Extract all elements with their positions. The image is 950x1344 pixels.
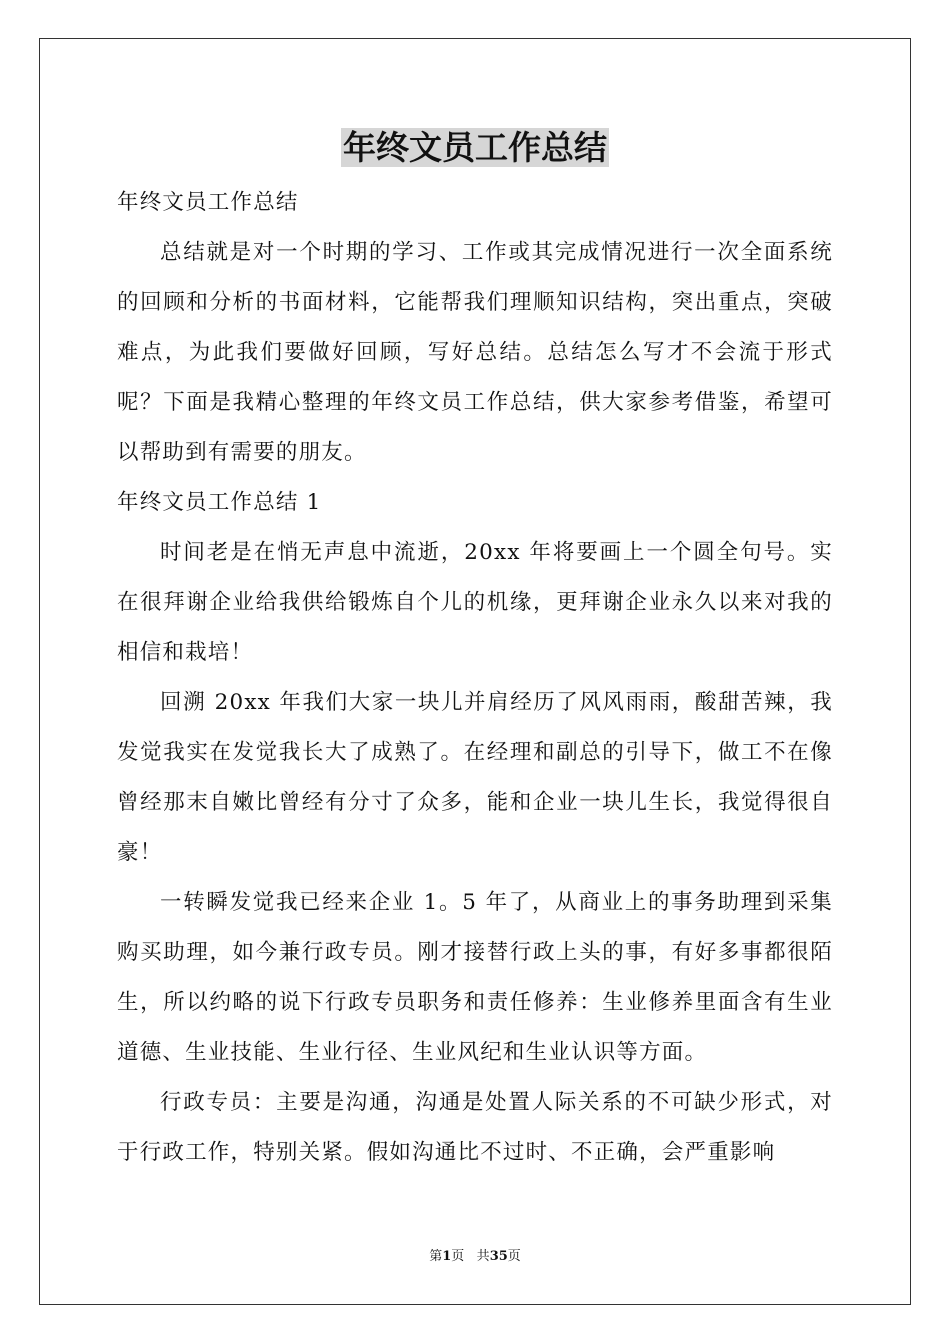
page-prefix: 第: [429, 1249, 443, 1264]
total-unit: 页: [507, 1249, 521, 1264]
total-page-count: 35: [489, 1249, 508, 1264]
paragraph-intro: 总结就是对一个时期的学习、工作或其完成情况进行一次全面系统的回顾和分析的书面材料，它能帮我们理顺知识结构，突出重点，突破难点，为此我们要做好回顾，写好总结。总结怎么写才不会流于形式呢？下面是我精心整理的年终文员工作总结，供大家参考借鉴，希望可以帮助到有需要的朋友。: [117, 240, 833, 465]
paragraph-1: 时间老是在悄无声息中流逝，20xx 年将要画上一个圆全句号。实在很拜谢企业给我供给锻炼自个儿的机缘，更拜谢企业永久以来对我的相信和栽培！: [117, 540, 833, 665]
total-prefix: 共: [476, 1249, 490, 1264]
paragraph-subtitle: 年终文员工作总结: [117, 190, 299, 215]
section-heading-1: 年终文员工作总结 1: [117, 490, 322, 515]
current-page-number: 1: [442, 1249, 452, 1264]
document-title: [0, 126, 950, 170]
page-footer: [0, 1245, 950, 1264]
paragraph-2: 回溯 20xx 年我们大家一块儿并肩经历了风风雨雨，酸甜苦辣，我发觉我实在发觉我长大了成熟了。在经理和副总的引导下，做工不在像曾经那末自嫩比曾经有分寸了众多，能和企业一块儿生长，我觉得很自豪！: [117, 690, 833, 865]
document-title-text: 年终文员工作总结: [343, 128, 607, 167]
paragraph-3: 一转瞬发觉我已经来企业 1。5 年了，从商业上的事务助理到采集购买助理，如今兼行政专员。刚才接替行政上头的事，有好多事都很陌生，所以约略的说下行政专员职务和责任修养：生业修养里面含有生业道德、生业技能、生业行径、生业风纪和生业认识等方面。: [117, 890, 833, 1065]
page-unit: 页: [451, 1249, 465, 1264]
paragraph-4: 行政专员：主要是沟通，沟通是处置人际关系的不可缺少形式，对于行政工作，特别关紧。假如沟通比不过时、不正确，会严重影响: [117, 1090, 833, 1165]
document-body: [117, 178, 833, 1178]
